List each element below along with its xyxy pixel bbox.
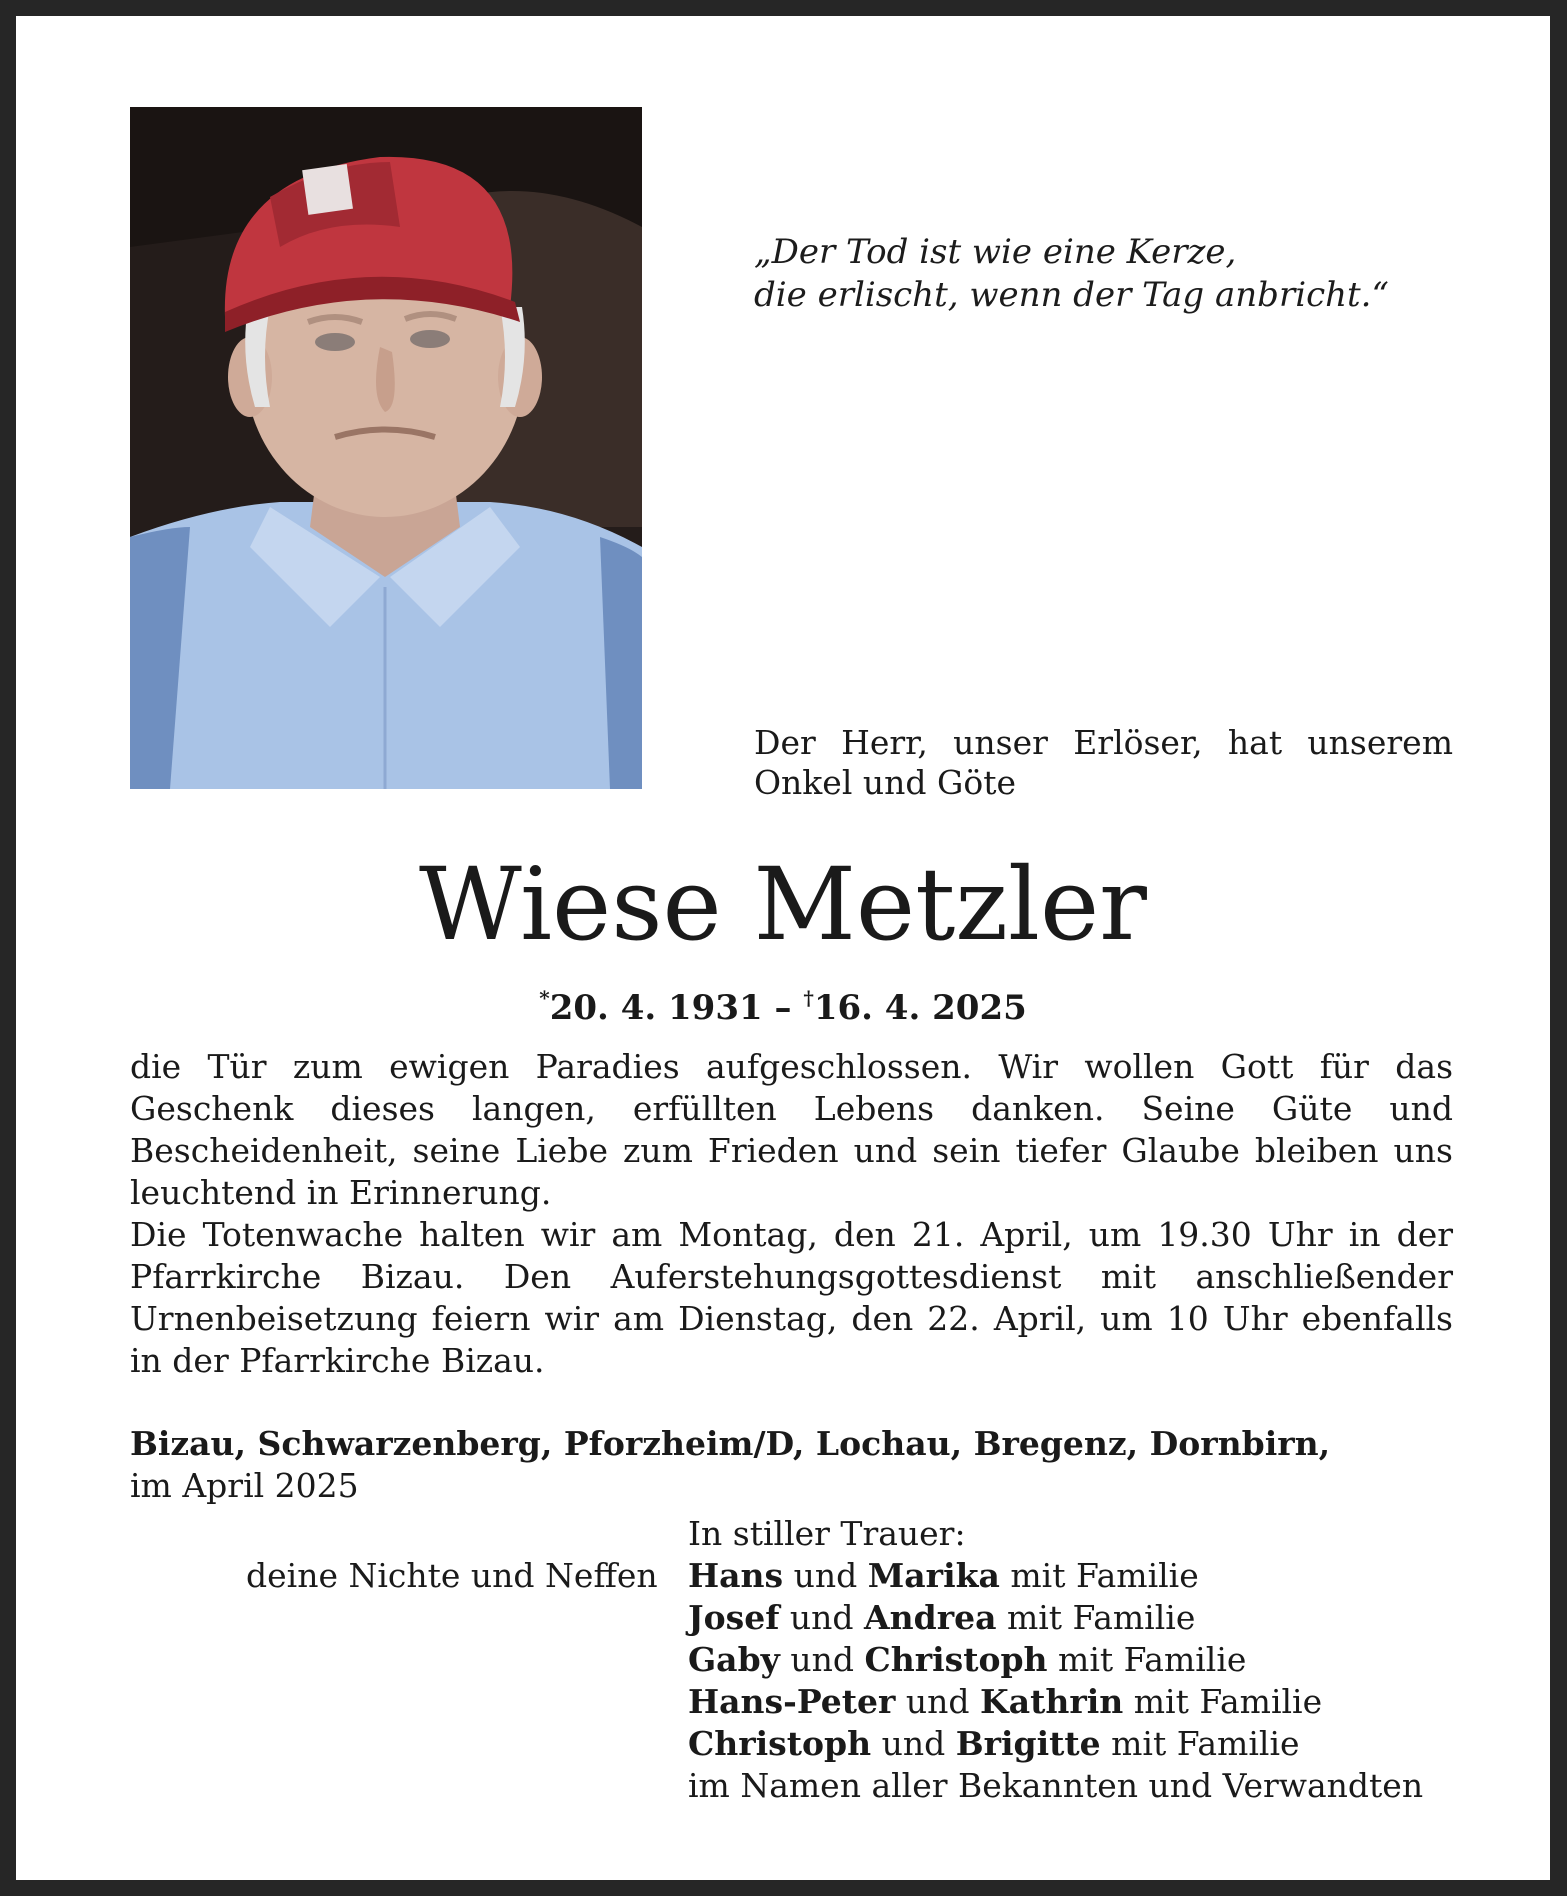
- mourner-conj: und: [895, 1682, 981, 1721]
- quote-line-1: „Der Tod ist wie eine Kerze,: [754, 232, 1237, 272]
- death-date: 16. 4. 2025: [813, 988, 1027, 1028]
- date-separator: –: [762, 988, 804, 1028]
- mourner-row: [688, 1723, 1423, 1765]
- mourner-row: [688, 1555, 1423, 1597]
- mourner-name: Hans-Peter: [688, 1682, 896, 1721]
- birth-date: 20. 4. 1931: [549, 988, 763, 1028]
- mourner-conj: und: [871, 1724, 956, 1763]
- mourner-row: [688, 1597, 1423, 1639]
- mourner-conj: und: [783, 1556, 868, 1595]
- mourners-label: deine Nichte und Neffen: [246, 1556, 658, 1595]
- mourner-name: Hans: [688, 1556, 784, 1595]
- mourner-conj: und: [779, 1640, 865, 1679]
- mourner-row: [688, 1681, 1423, 1723]
- death-symbol: †: [803, 986, 814, 1010]
- mourners-list: [688, 1555, 1423, 1807]
- obituary-page: [16, 16, 1550, 1880]
- mourner-suffix: mit Familie: [999, 1556, 1199, 1595]
- deceased-name: Wiese Metzler: [419, 846, 1147, 963]
- mourner-name: Josef: [688, 1598, 780, 1637]
- mourner-suffix: mit Familie: [1047, 1640, 1247, 1679]
- mourner-row: [688, 1639, 1423, 1681]
- quote-line-2: die erlischt, wenn der Tag anbricht.“: [754, 275, 1389, 315]
- paragraph-funeral-details: Die Totenwache halten wir am Montag, den 21. April, um 19.30 Uhr in der Pfarrkirche Bizau. Den Auferstehungsgottesdienst mit anschließender Urnenbeisetzung feiern wir am Dienstag, den 22. April, um 10 Uhr ebenfalls in der Pfarrkirche Bizau.: [130, 1215, 1453, 1380]
- places-block: [130, 1423, 1330, 1507]
- mourner-name: Brigitte: [955, 1724, 1101, 1763]
- portrait-photo: [130, 107, 642, 789]
- mourner-suffix: mit Familie: [1123, 1682, 1323, 1721]
- mourner-name: Gaby: [688, 1640, 780, 1679]
- mourner-suffix: mit Familie: [1100, 1724, 1300, 1763]
- life-dates: [16, 976, 1550, 1030]
- mourning-heading: In stiller Trauer:: [688, 1514, 966, 1553]
- mourner-suffix: mit Familie: [996, 1598, 1196, 1637]
- paragraph-tribute: die Tür zum ewigen Paradies aufgeschlossen. Wir wollen Gott für das Geschenk dieses langen, erfüllten Lebens danken. Seine Güte und Bescheidenheit, seine Liebe zum Frieden und sein tiefer Glaube bleiben uns leuchtend in Erinnerung.: [130, 1047, 1453, 1212]
- birth-symbol: *: [539, 986, 550, 1010]
- portrait-illustration: [130, 107, 642, 789]
- intro-text: Der Herr, unser Erlöser, hat unserem Onkel und Göte: [754, 723, 1453, 802]
- mourner-name: Marika: [867, 1556, 1000, 1595]
- memorial-quote: [754, 231, 1389, 317]
- mourner-name: Andrea: [864, 1598, 997, 1637]
- places-list: Bizau, Schwarzenberg, Pforzheim/D, Lochau, Bregenz, Dornbirn,: [130, 1424, 1331, 1463]
- mourner-name: Christoph: [864, 1640, 1048, 1679]
- date-line: im April 2025: [130, 1466, 359, 1505]
- mourner-conj: und: [779, 1598, 865, 1637]
- mourner-name: Christoph: [688, 1724, 872, 1763]
- mourner-name: Kathrin: [980, 1682, 1124, 1721]
- closing-line: im Namen aller Bekannten und Verwandten: [688, 1766, 1424, 1805]
